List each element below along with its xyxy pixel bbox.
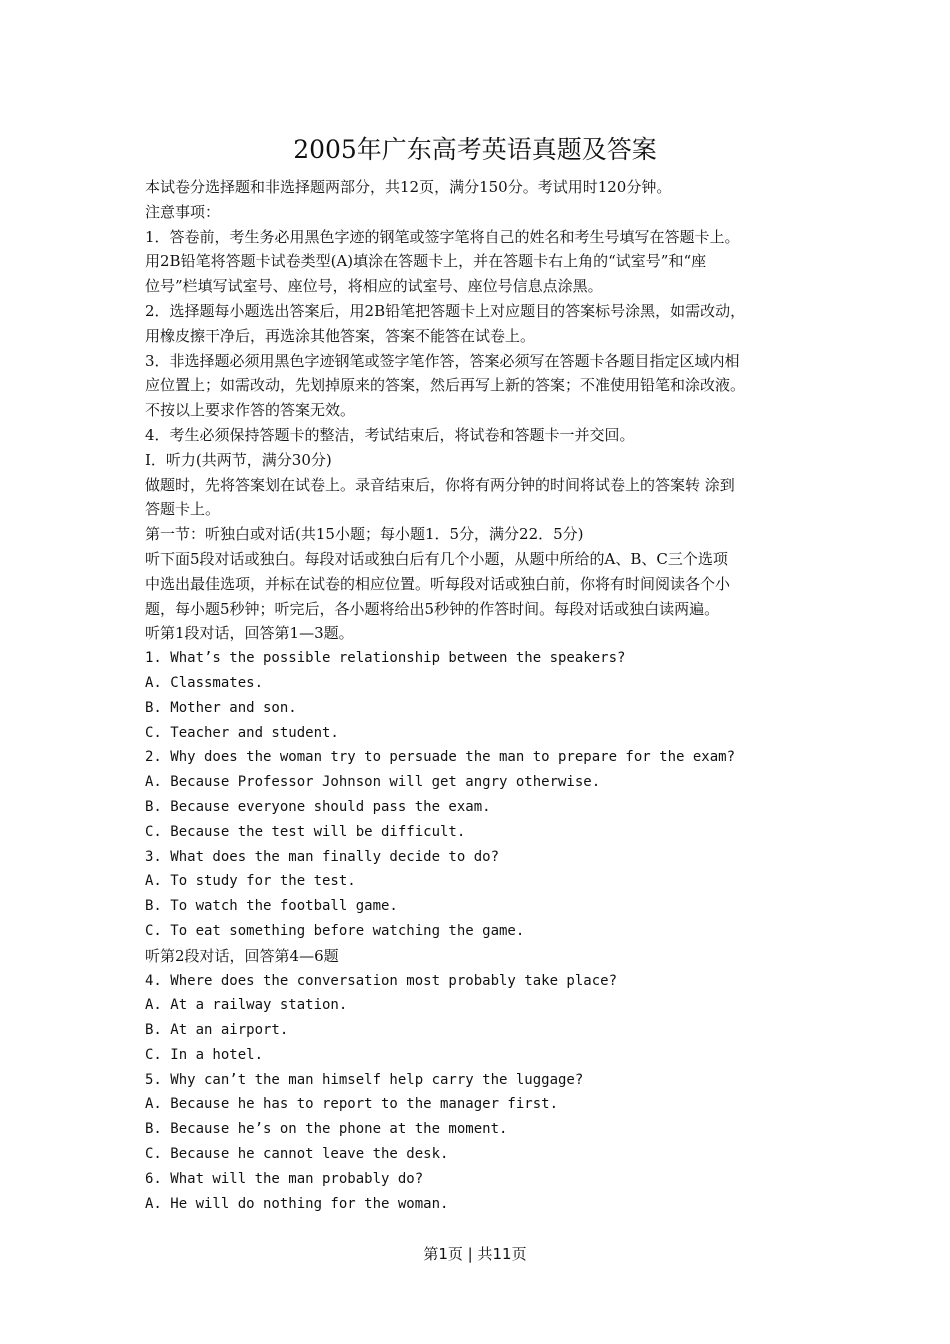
text-line: I．听力(共两节，满分30分) [145, 450, 332, 469]
text-line: 2. Why does the woman try to persuade the man to prepare for the exam? [145, 749, 736, 766]
text-line: 听第1段对话，回答第1—3题。 [145, 624, 354, 643]
text-line: A. Because he has to report to the manager first. [145, 1096, 559, 1113]
text-line: 6. What will the man probably do? [145, 1170, 424, 1187]
text-line: B. Mother and son. [145, 699, 297, 716]
text-line: 用橡皮擦干净后，再选涂其他答案，答案不能答在试卷上。 [145, 326, 536, 345]
text-line: B. At an airport. [145, 1022, 289, 1039]
text-line: 第一节：听独白或对话(共15小题；每小题1．5分，满分22．5分) [145, 525, 584, 544]
text-line: B. To watch the football game. [145, 898, 398, 915]
text-line: 不按以上要求作答的答案无效。 [145, 401, 356, 420]
text-line: A. Because Professor Johnson will get angry otherwise. [145, 774, 601, 791]
text-line: A. Classmates. [145, 674, 264, 691]
text-line: C. Teacher and student. [145, 724, 339, 741]
text-line: 4．考生必须保持答题卡的整洁，考试结束后，将试卷和答题卡一并交回。 [145, 425, 635, 444]
text-line: 中选出最佳选项，并标在试卷的相应位置。听每段对话或独白前，你将有时间阅读各个小 [145, 574, 731, 593]
text-line: 应位置上；如需改动，先划掉原来的答案，然后再写上新的答案；不准使用铅笔和涂改液。 [145, 376, 746, 395]
text-line: B. Because everyone should pass the exam. [145, 798, 491, 815]
text-line: 3．非选择题必须用黑色字迹钢笔或签字笔作答，答案必须写在答题卡各题目指定区域内相 [145, 351, 740, 370]
text-line: 做题时，先将答案划在试卷上。录音结束后，你将有两分钟的时间将试卷上的答案转 涂到 [145, 475, 735, 494]
text-line: 1．答卷前，考生务必用黑色字迹的钢笔或签字笔将自己的姓名和考生号填写在答题卡上。 [145, 227, 740, 246]
text-line: 注意事项： [145, 202, 221, 221]
text-line: 用2B铅笔将答题卡试卷类型(A)填涂在答题卡上，并在答题卡右上角的“试室号”和“座 [145, 252, 707, 271]
text-line: A. To study for the test. [145, 873, 356, 890]
text-line: 5. Why can’t the man himself help carry the luggage? [145, 1071, 584, 1088]
text-line: A. At a railway station. [145, 997, 348, 1014]
page-footer: 第1页 | 共11页 [423, 1245, 527, 1263]
text-line: 1. What’s the possible relationship between the speakers? [145, 650, 626, 667]
text-line: C. In a hotel. [145, 1046, 264, 1063]
page-title: 2005年广东高考英语真题及答案 [293, 135, 657, 164]
text-line: 3. What does the man finally decide to do? [145, 848, 500, 865]
text-line: 4. Where does the conversation most probably take place? [145, 972, 618, 989]
text-line: 2．选择题每小题选出答案后，用2B铅笔把答题卡上对应题目的答案标号涂黑，如需改动， [145, 301, 746, 320]
text-line: C. To eat something before watching the game. [145, 922, 525, 939]
text-line: 位号”栏填写试室号、座位号，将相应的试室号、座位号信息点涂黑。 [145, 277, 603, 296]
text-line: 听下面5段对话或独白。每段对话或独白后有几个小题，从题中所给的A、B、C三个选项 [145, 549, 728, 568]
text-line: 本试卷分选择题和非选择题两部分，共12页，满分150分。考试用时120分钟。 [145, 178, 672, 196]
text-line: 听第2段对话，回答第4—6题 [145, 946, 339, 965]
text-line: C. Because the test will be difficult. [145, 823, 466, 840]
text-line: 题，每小题5秒钟；听完后，各小题将给出5秒钟的作答时间。每段对话或独白读两遍。 [145, 599, 720, 618]
text-line: 答题卡上。 [145, 500, 221, 519]
text-line: B. Because he’s on the phone at the moment. [145, 1121, 508, 1138]
text-line: C. Because he cannot leave the desk. [145, 1146, 449, 1163]
document-body [145, 175, 810, 1216]
text-line: A. He will do nothing for the woman. [145, 1195, 449, 1212]
